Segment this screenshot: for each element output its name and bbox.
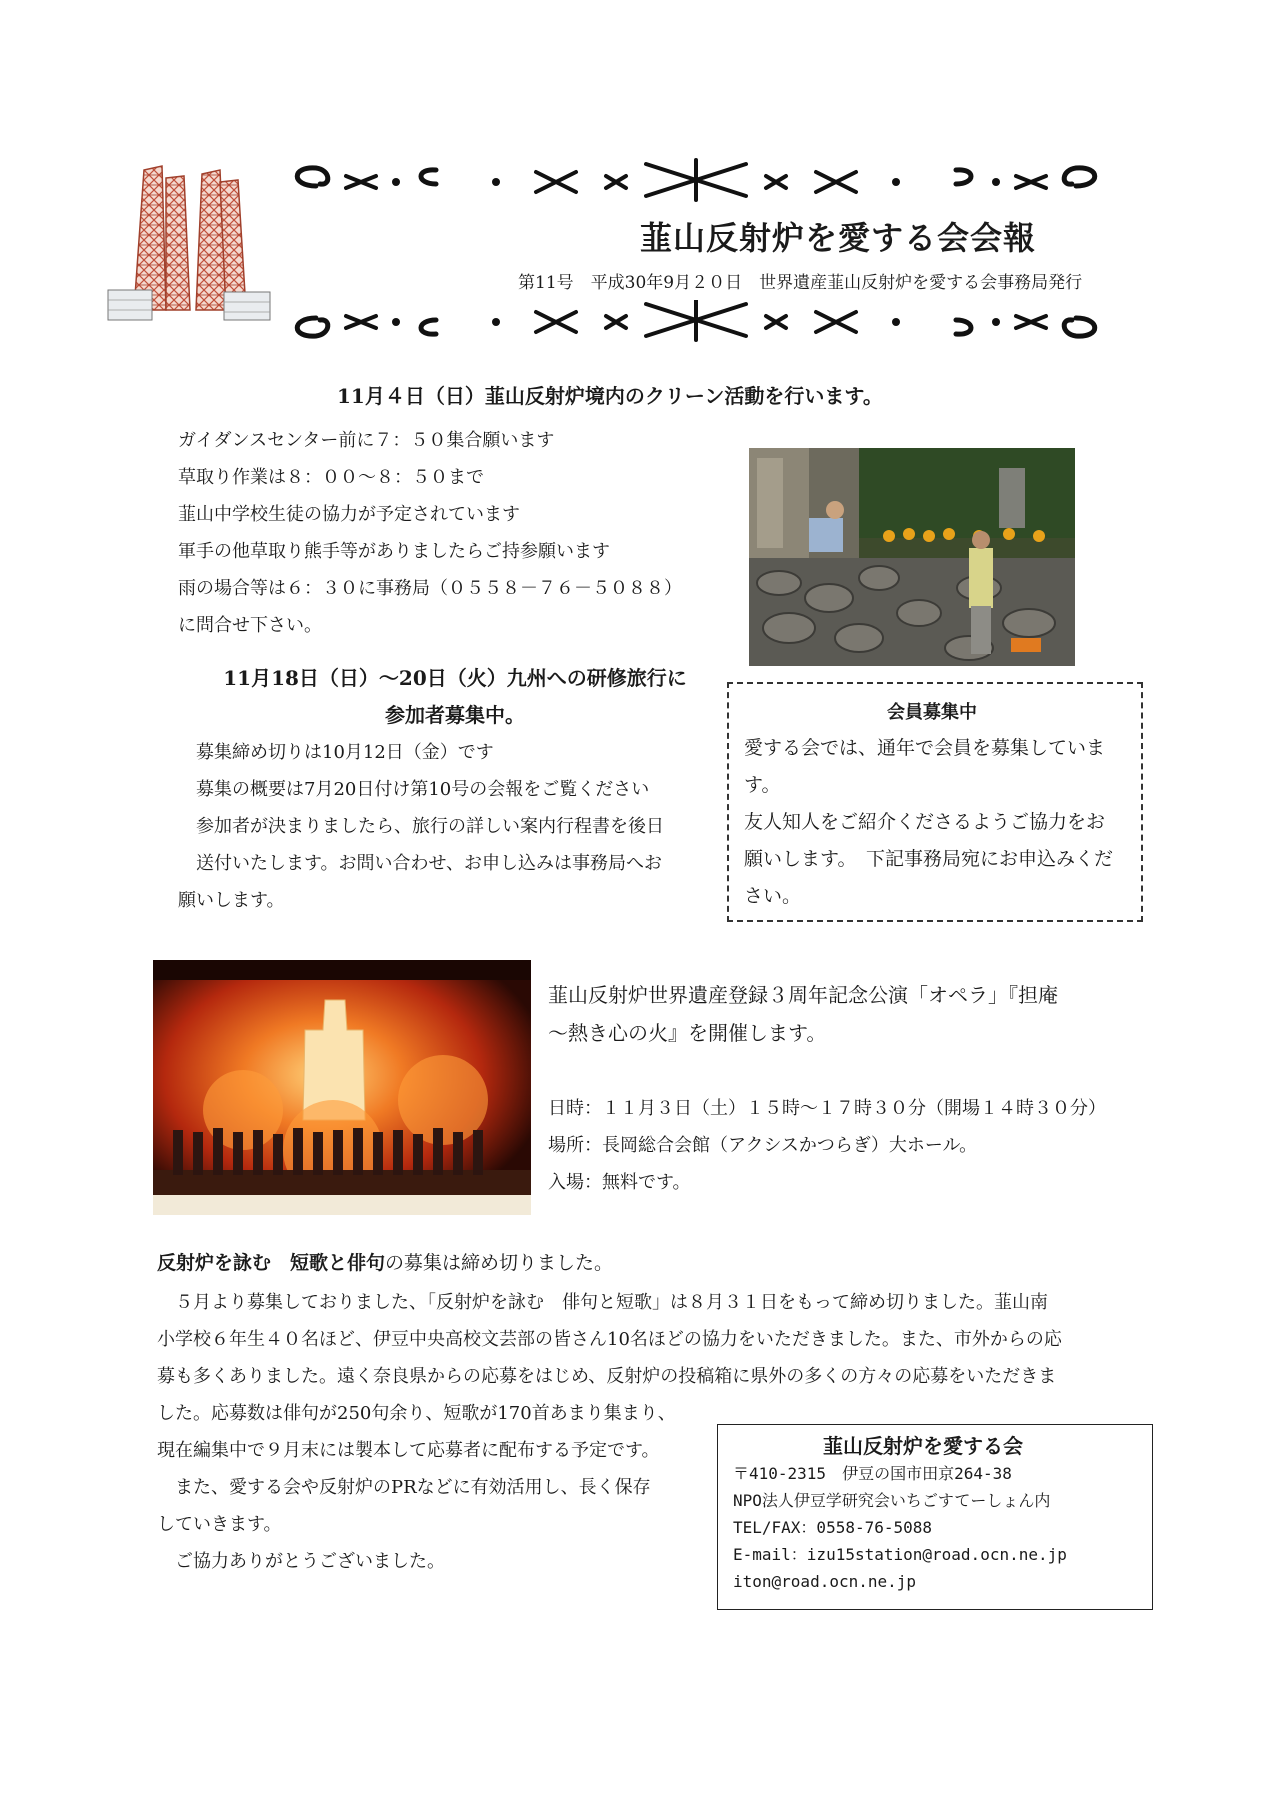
study-tour-heading xyxy=(185,660,725,734)
text-line: 入場：無料です。 xyxy=(548,1172,691,1193)
text-line: した。応募数は俳句が250句余り、短歌が170首あまり集まり、 xyxy=(157,1403,676,1424)
heading-line: 参加者募集中。 xyxy=(385,703,525,727)
address-line: 〒410-2315 伊豆の国市田京264-38 xyxy=(733,1464,1012,1483)
cleanup-event-details xyxy=(178,422,682,644)
issue-line: 第11号 平成30年9月２０日 世界遺産韮山反射炉を愛する会事務局発行 xyxy=(518,273,1083,293)
opera-details xyxy=(548,1090,1106,1201)
text-line: 願いします。 下記事務局宛にお申込みくだ xyxy=(744,848,1113,870)
email-line: iton@road.ocn.ne.jp xyxy=(733,1572,917,1591)
poem-section-heading xyxy=(157,1248,613,1275)
text-line: 日時：１１月３日（土）１５時～１７時３０分（開場１４時３０分） xyxy=(548,1098,1106,1119)
heading-bold: 反射炉を詠む 短歌と俳句 xyxy=(157,1252,386,1274)
text-line: 参加者が決まりましたら、旅行の詳しい案内行程書を後日 xyxy=(178,816,664,837)
heading-line: 11月18日（日）～20日（火）九州への研修旅行に xyxy=(223,666,687,690)
text-line: ～熱き心の火』を開催します。 xyxy=(548,1021,827,1045)
newsletter-title: 韮山反射炉を愛する会会報 xyxy=(640,219,1037,257)
text-line: 韮山中学校生徒の協力が予定されています xyxy=(178,504,520,525)
decorative-border-bottom xyxy=(286,300,1106,348)
email-line: E-mail：izu15station@road.ocn.ne.jp xyxy=(733,1545,1067,1564)
text-line: 募も多くありました。遠く奈良県からの応募をはじめ、反射炉の投稿箱に県外の多くの方々の応募をいただきま xyxy=(157,1366,1057,1387)
text-line: に問合せ下さい。 xyxy=(178,615,322,636)
organization-line: NPO法人伊豆学研究会いちごすてーしょん内 xyxy=(733,1491,1051,1510)
text-line: 友人知人をご紹介くださるようご協力をお xyxy=(744,811,1106,833)
text-line: 雨の場合等は６：３０に事務局（０５５８－７６－５０８８） xyxy=(178,578,682,599)
opera-stage-photo xyxy=(153,960,531,1215)
text-line: す。 xyxy=(744,774,781,796)
decorative-border-top xyxy=(286,156,1106,204)
text-line: 願いします。 xyxy=(178,890,285,911)
opera-announcement xyxy=(548,976,1058,1052)
member-recruitment-text xyxy=(744,730,1113,915)
text-line: 愛する会では、通年で会員を募集していま xyxy=(744,737,1106,759)
cleanup-event-heading: 11月４日（日）韮山反射炉境内のクリーン活動を行います。 xyxy=(337,384,883,408)
text-line: 草取り作業は８：００～８：５０まで xyxy=(178,467,484,488)
text-line: 小学校６年生４０名ほど、伊豆中央高校文芸部の皆さん10名ほどの協力をいただきました。また、市外からの応 xyxy=(157,1329,1062,1350)
text-line: 送付いたします。お問い合わせ、お申し込みは事務局へお xyxy=(178,853,663,874)
text-line: ５月より募集しておりました、「反射炉を詠む 俳句と短歌」は８月３１日をもって締め切りました。韮山南 xyxy=(157,1292,1048,1313)
text-line: さい。 xyxy=(744,885,802,907)
text-line: 募集締め切りは10月12日（金）です xyxy=(178,742,494,763)
study-tour-details xyxy=(178,734,664,919)
text-line: 現在編集中で９月末には製本して応募者に配布する予定です。 xyxy=(157,1440,660,1461)
contact-details xyxy=(733,1460,1067,1595)
cleanup-photo xyxy=(749,448,1075,666)
text-line: 場所：長岡総合会館（アクシスかつらぎ）大ホール。 xyxy=(548,1135,978,1156)
text-line: 韮山反射炉世界遺産登録３周年記念公演「オペラ」『担庵 xyxy=(548,983,1058,1007)
heading-rest: の募集は締め切りました。 xyxy=(385,1252,614,1274)
text-line: 募集の概要は7月20日付け第10号の会報をご覧ください xyxy=(178,779,650,800)
reverberatory-furnace-illustration xyxy=(104,160,274,332)
text-line: また、愛する会や反射炉のPRなどに有効活用し、長く保存 xyxy=(157,1477,651,1498)
member-recruitment-title: 会員募集中 xyxy=(887,702,977,723)
text-line: ガイダンスセンター前に７：５０集合願います xyxy=(178,430,555,451)
text-line: ご協力ありがとうございました。 xyxy=(157,1551,445,1572)
organization-name: 韮山反射炉を愛する会 xyxy=(823,1434,1023,1458)
text-line: 軍手の他草取り熊手等がありましたらご持参願います xyxy=(178,541,610,562)
phone-line: TEL/FAX：0558-76-5088 xyxy=(733,1518,933,1537)
text-line: していきます。 xyxy=(157,1514,282,1535)
